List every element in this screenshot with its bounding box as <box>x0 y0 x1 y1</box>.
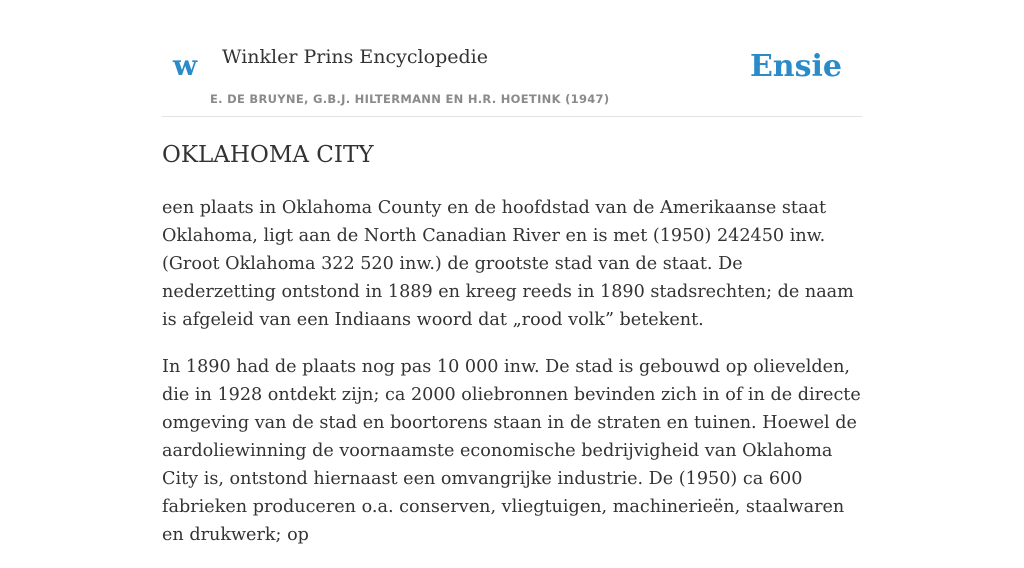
ensie-brand-link[interactable]: Ensie <box>749 49 842 84</box>
article <box>162 140 862 568</box>
winkler-prins-logo[interactable]: w <box>173 49 198 82</box>
article-paragraph: In 1890 had de plaats nog pas 10 000 inw. De stad is gebouwd op olievelden, die in 1928 ontdekt zijn; ca 2000 oliebronnen bevinden zich in of in de directe omgeving van de stad en boortorens staan in de straten en tuinen. Hoewel de aardoliewinning de voornaamste economische bedrijvigheid van Oklahoma City is, ontstond hiernaast een omvangrijke industrie. De (1950) ca 600 fabrieken produceren o.a. conserven, vliegtuigen, machinerieën, staalwaren en drukwerk; op <box>162 357 861 545</box>
article-title: OKLAHOMA CITY <box>162 142 374 168</box>
site-header <box>162 0 862 117</box>
site-title[interactable]: Winkler Prins Encyclopedie <box>222 46 488 68</box>
article-paragraph: een plaats in Oklahoma County en de hoofdstad van de Amerikaanse staat Oklahoma, ligt aan de North Canadian River en is met (1950) 242450 inw. (Groot Oklahoma 322 520 inw.) de grootste stad van de staat. De nederzetting ontstond in 1889 en kreeg reeds in 1890 stadsrechten; de naam is afgeleid van een Indiaans woord dat „rood volk” betekent. <box>162 198 854 330</box>
site-subtitle: E. DE BRUYNE, G.B.J. HILTERMANN EN H.R. HOETINK (1947) <box>210 92 610 106</box>
